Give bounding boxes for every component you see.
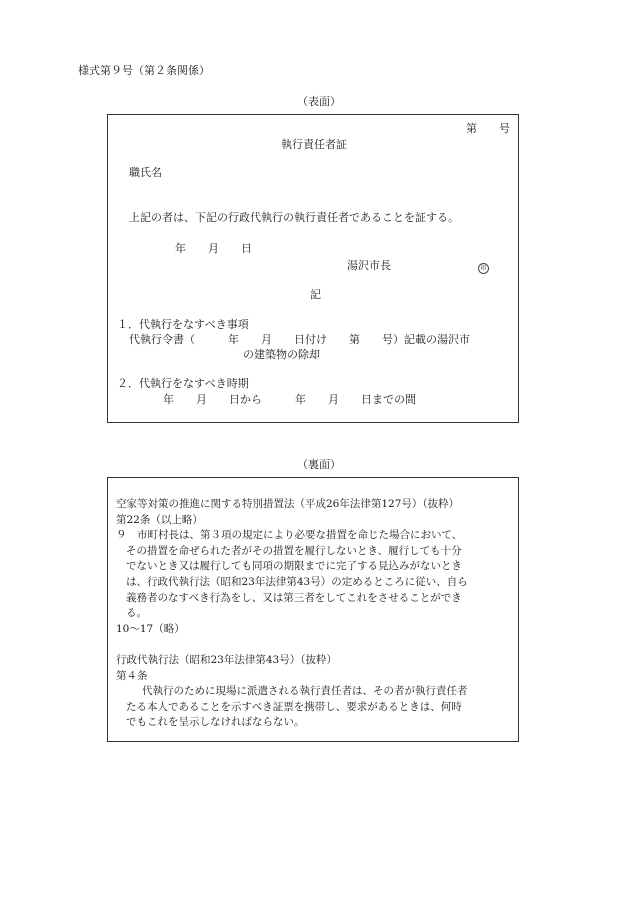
issue-date: 年 月 日 bbox=[175, 242, 252, 255]
paragraph-9-line: 義務者のなすべき行為をし、又は第三者をしてこれをさせることができ bbox=[126, 591, 462, 604]
law-title-2: 行政代執行法（昭和23年法律第43号）（抜粋） bbox=[116, 653, 337, 666]
back-text bbox=[116, 497, 514, 731]
item1-line2: の建築物の除却 bbox=[243, 348, 320, 361]
paragraph-9-line: その措置を命ぜられた者がその措置を履行しないとき、履行しても十分 bbox=[126, 544, 462, 557]
paragraph-9-line: る。 bbox=[126, 607, 147, 620]
paragraph-10-17: 10～17（略） bbox=[116, 622, 185, 635]
seal-mark bbox=[478, 260, 489, 274]
item2-title: ２．代執行をなすべき時期 bbox=[117, 377, 249, 390]
article-4: 第４条 bbox=[116, 669, 148, 682]
seal-icon: 印 bbox=[478, 263, 489, 274]
paragraph-9-line: は、行政代執行法（昭和23年法律第43号）の定めるところに従い、自ら bbox=[126, 575, 468, 588]
spacer bbox=[116, 637, 514, 653]
item1-title: １．代執行をなすべき事項 bbox=[117, 318, 249, 331]
item2-line1: 年 月 日から 年 月 日までの間 bbox=[163, 393, 416, 406]
paragraph-9-line: でないとき又は履行しても同項の期限までに完了する見込みがないとき bbox=[126, 560, 462, 573]
front-side-label: （表面） bbox=[297, 95, 341, 108]
ki-label: 記 bbox=[310, 288, 321, 301]
article-22: 第22条（以上略） bbox=[116, 513, 203, 526]
article-4-line: たる本人であることを示すべき証票を携帯し、要求があるときは、何時 bbox=[126, 700, 462, 713]
back-side-label: （裏面） bbox=[297, 458, 341, 471]
paragraph-9-line: ９ 市町村長は、第３項の規定により必要な措置を命じた場合において、 bbox=[116, 529, 463, 542]
item1-line1: 代執行令書（ 年 月 日付け 第 号）記載の湯沢市 bbox=[129, 333, 470, 346]
certify-text: 上記の者は、下記の行政代執行の執行責任者であることを証する。 bbox=[129, 211, 459, 224]
certificate-number: 第 号 bbox=[466, 122, 510, 135]
issuer-name: 湯沢市長 bbox=[347, 259, 391, 272]
name-label: 職氏名 bbox=[129, 166, 162, 179]
form-title: 様式第９号（第２条関係） bbox=[78, 64, 210, 77]
certificate-title: 執行責任者証 bbox=[281, 138, 347, 151]
law-title-1: 空家等対策の推進に関する特別措置法（平成26年法律第127号）（抜粋） bbox=[116, 498, 460, 510]
article-4-line: 代執行のために現場に派遣される執行責任者は、その者が執行責任者 bbox=[142, 685, 468, 698]
article-4-line: でもこれを呈示しなければならない。 bbox=[126, 716, 305, 729]
